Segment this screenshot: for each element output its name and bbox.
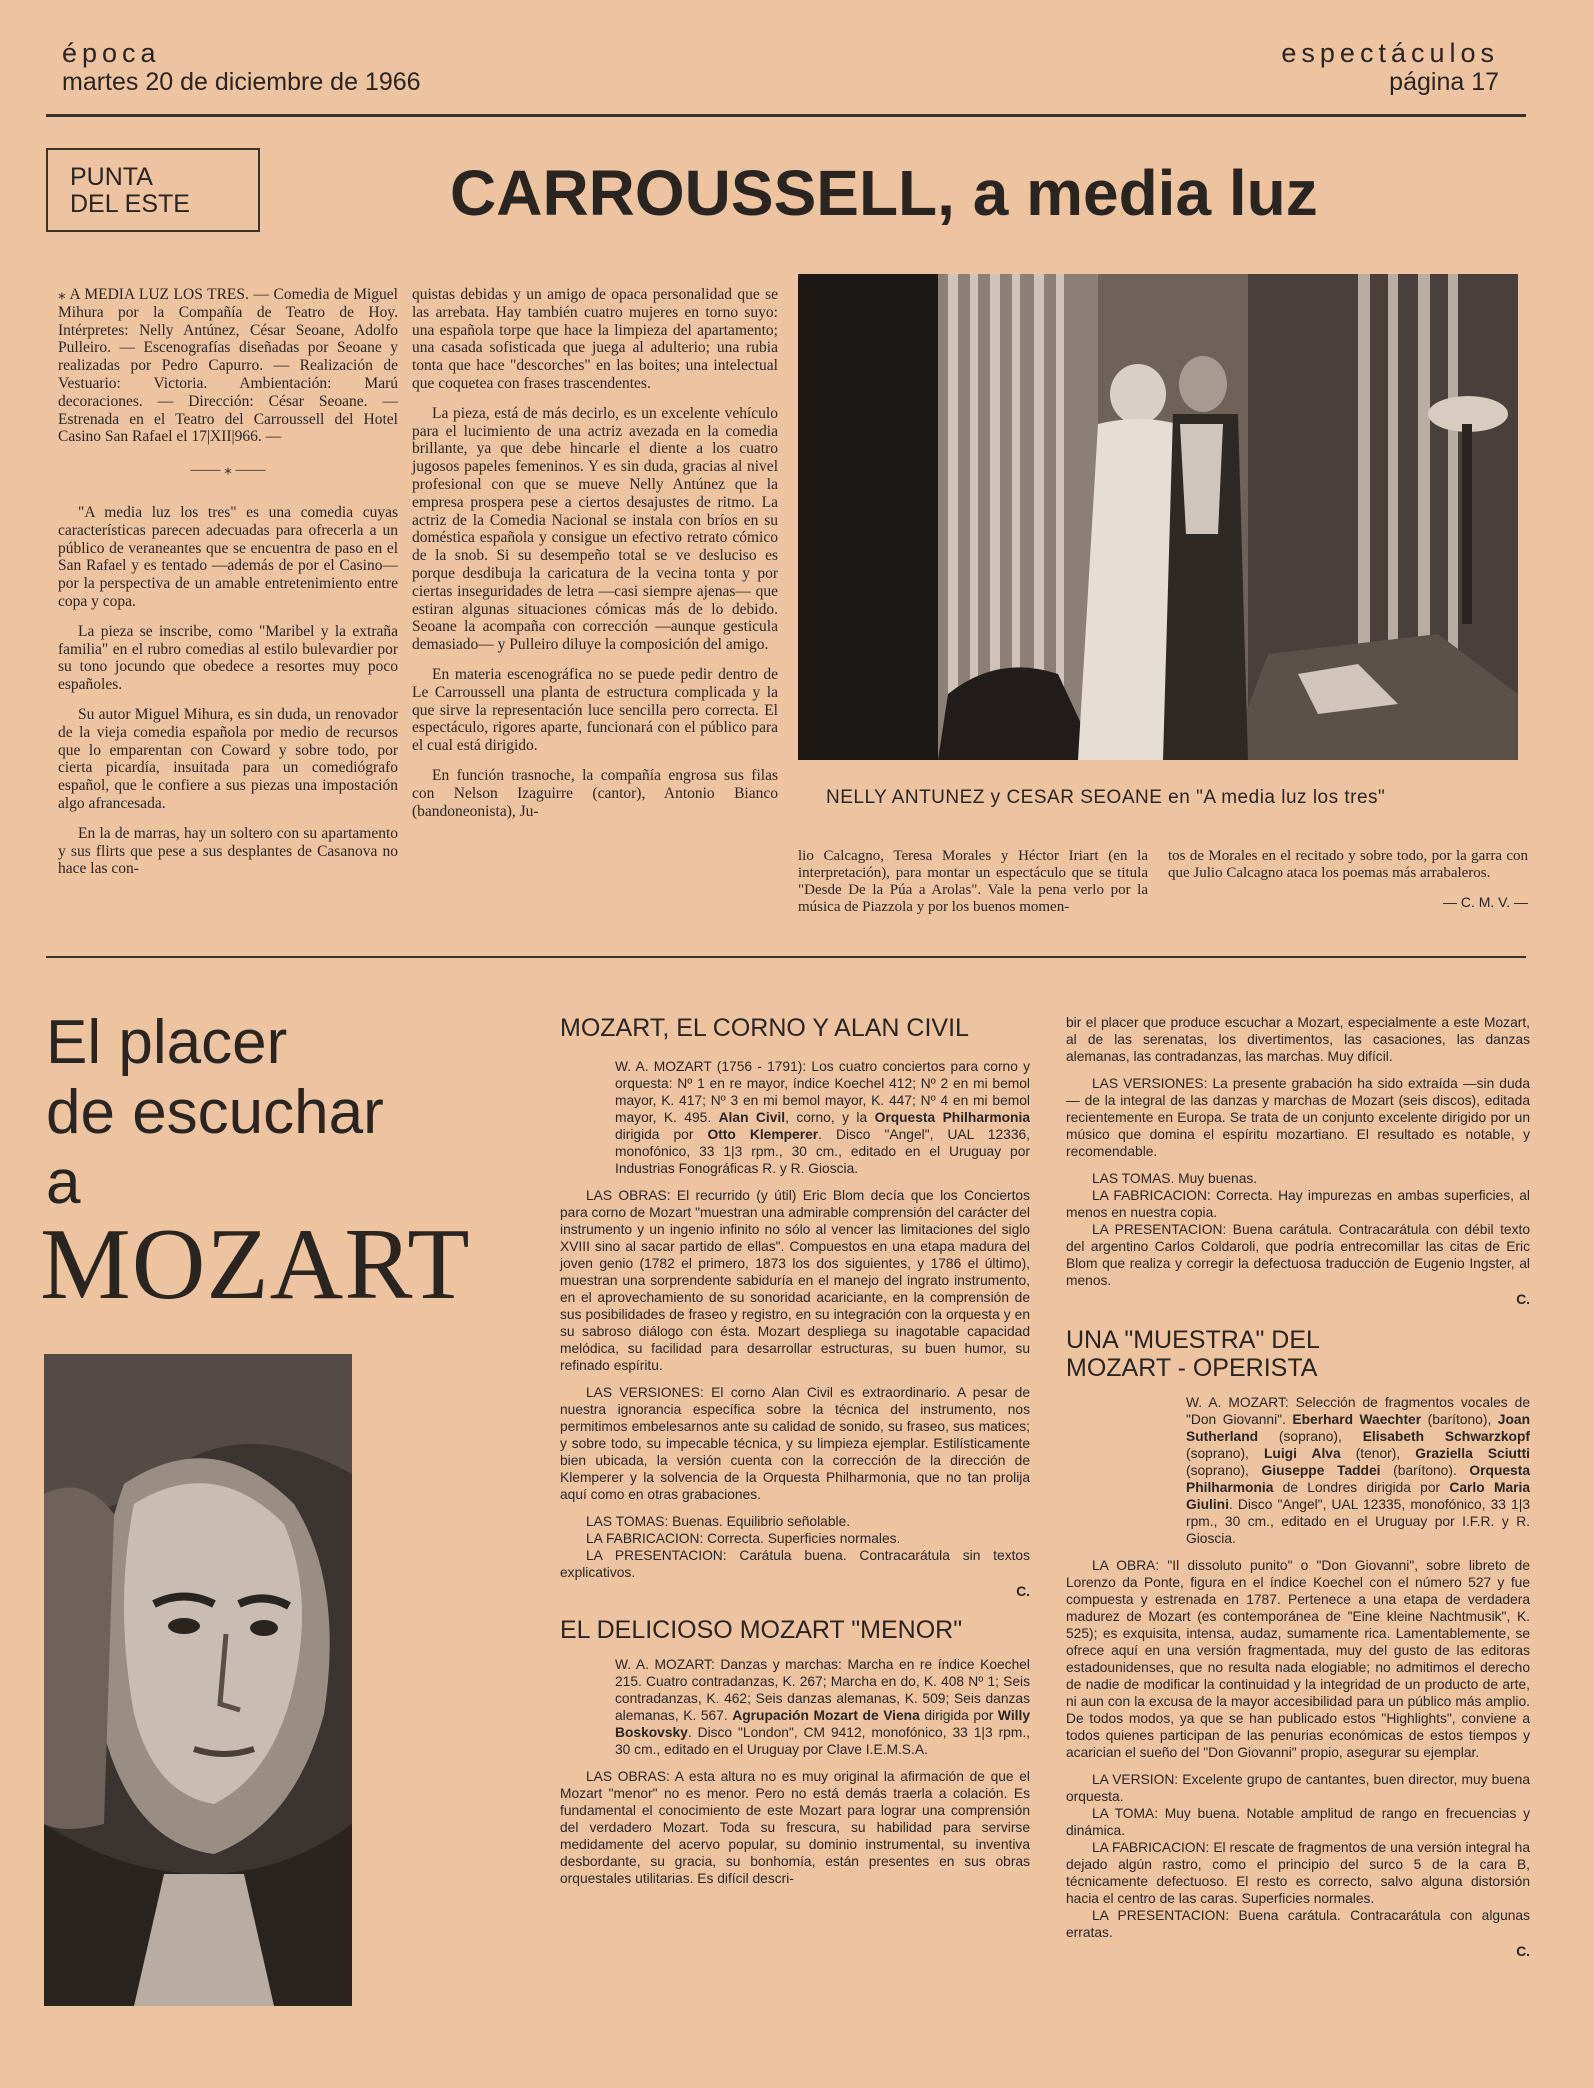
conductor-name: Carlo Maria Giulini xyxy=(1186,1480,1530,1512)
paragraph: En la de marras, hay un soltero con su apartamento y sus flirts que pese a sus desplantes de Casanova no hace las con- xyxy=(58,824,398,878)
review-3-heading-line-2: MOZART - OPERISTA xyxy=(1066,1354,1318,1382)
review-2-body xyxy=(560,1656,1030,1887)
stage-photo xyxy=(798,274,1518,760)
paragraph: La pieza, está de más decirlo, es un excelente vehículo para el lucimiento de una actriz avezada en la comedia brillante, ya que debe hincarle el diente a los cuatro jugosos papeles femeninos. Y es sin duda, gracias al nivel profesional con que se mueve Nelly Antúnez que la empresa prospera pese a ciertos desajustes de ritmo. La actriz de la Comedia Nacional se instala con bríos en su doméstica española y consigue un efectivo retrato cómico de la snob. Si su desempeño total se ve desluciso es porque desdibuja la caricatura de la vecina tonta y por ciertas inseguridades de letra —casi siempre ajenas— que estiran algunas situaciones cómicas más de lo debido. Seoane la acompaña con corrección —aunque gesticula demasiado— y Pulleiro diluye la composición del amigo. xyxy=(412,404,778,654)
performer-name: Alan Civil xyxy=(718,1110,786,1125)
rating-line: LA PRESENTACION: Buena carátula. Contracarátula con algunas erratas. xyxy=(1066,1908,1530,1940)
orchestra-name: Orquesta Philharmonia xyxy=(1186,1463,1530,1495)
paragraph: bir el placer que produce escuchar a Mozart, especialmente a este Mozart, al de las serenatas, los divertimentos, las casaciones, las danzas alemanas, las contradanzas, las marchas. Muy difícil. xyxy=(1066,1015,1530,1064)
conductor-name: Willy Boskovsky xyxy=(615,1708,1030,1740)
record-text: , corno, y la xyxy=(785,1110,875,1125)
rating-line: LA FABRICACION: Correcta. Superficies normales. xyxy=(586,1531,901,1546)
review-column-middle xyxy=(560,1014,1030,1897)
record-text: (soprano), xyxy=(1258,1429,1363,1444)
record-text: (tenor), xyxy=(1340,1446,1416,1461)
record-text: dirigida por xyxy=(615,1127,708,1142)
review-signature: C. xyxy=(1516,1292,1530,1307)
article1-column-4 xyxy=(1168,848,1528,911)
paragraph: LA OBRA: "Il dissoluto punito" o "Don Giovanni", sobre libreto de Lorenzo da Ponte, figura en el índice Koechel con el número 527 y fue compuesta y estrenada en 1787. Pertenece a una etapa de verdadera madurez de Mozart (es contemporánea de "Eine kleine Nachtmusik", K. 525); es exquisita, intensa, audaz, sumamente rica. Lamentablemente, se ofrece aquí en una versión fragmentada, muy del gusto de las editoras estadounidenses, que no resulta nada elogiable; no admitimos el derecho de nadie de modificar la continuidad y la integridad de un producto de arte, ni aun con la excusa de la mayor accesibilidad para un público más amplio. De todos modos, ya que se han publicado estos "Highlights", conviene a todos quienes participan de las penurias económicas de estos tiempos y acarician el sueño del "Don Giovanni" propio, asegurar su ejemplar. xyxy=(1066,1558,1530,1760)
rating-line: LA TOMA: Muy buena. Notable amplitud de rango en frecuencias y dinámica. xyxy=(1066,1806,1530,1838)
conductor-name: Otto Klemperer xyxy=(707,1127,819,1142)
rating-line: LA VERSION: Excelente grupo de cantantes, buen director, muy buena orquesta. xyxy=(1066,1772,1530,1804)
record-text: de Londres dirigida por xyxy=(1273,1480,1450,1495)
singer-name: Giuseppe Taddei xyxy=(1261,1463,1381,1478)
kicker-line-2: DEL ESTE xyxy=(70,190,190,218)
issue-date: martes 20 de diciembre de 1966 xyxy=(62,68,421,96)
rating-line: LAS TOMAS: Buenas. Equilibrio señolable. xyxy=(586,1514,851,1529)
record-text: (soprano), xyxy=(1186,1446,1264,1461)
feature-title xyxy=(46,1008,384,1218)
kicker-line-1: PUNTA xyxy=(70,163,153,191)
review-column-right xyxy=(1066,1014,1530,1960)
page-number: página 17 xyxy=(1389,68,1499,96)
paragraph: LAS VERSIONES: El corno Alan Civil es extraordinario. A pesar de nuestra ignorancia específica sobre la técnica del instrumento, nos permitimos embelesarnos ante su calidad de sonido, su fraseo, sus matices; y sobre todo, su impecable técnica, y su limpieza ejemplar. Estilísticamente bien ubicada, la versión cuenta con la corrección de la dirección de Klemperer y la solvencia de la Orquesta Philharmonia, que no tan prolija aquí como en otras grabaciones. xyxy=(560,1385,1030,1502)
headline: CARROUSSELL, a media luz xyxy=(450,157,1318,229)
article1-column-1 xyxy=(58,286,398,890)
signature: — C. M. V. — xyxy=(1442,894,1528,910)
record-details xyxy=(560,1058,1030,1177)
portrait-image xyxy=(44,1354,352,2006)
kicker-box xyxy=(46,148,260,232)
masthead-left xyxy=(62,38,421,96)
review-1-body xyxy=(560,1058,1030,1600)
rating-line: LA PRESENTACION: Carátula buena. Contracarátula sin textos explicativos. xyxy=(560,1548,1030,1580)
record-text: (soprano), xyxy=(1186,1463,1262,1478)
header-rule xyxy=(46,114,1526,117)
paragraph: "A media luz los tres" es una comedia cuyas características parecen adecuadas para ofrecerla a un público de veraneantes que se encuentra de paso en el San Rafael y es tentado —además de por el Casino— por la perspectiva de un amable entretenimiento entre copa y copa. xyxy=(58,503,398,610)
review-signature: C. xyxy=(1016,1584,1030,1599)
review-3-heading-line-1: UNA "MUESTRA" DEL xyxy=(1066,1326,1320,1354)
paragraph: quistas debidas y un amigo de opaca personalidad que se las arrebata. Hay también cuatro mujeres en torno suyo: una española torpe que hace la limpieza del apartamento; una casada sofisticada que juega al adulterio; una rubia tonta que hace "descorches" en las boites; una intelectual que coquetea con frases trascendentes. xyxy=(412,286,778,392)
review-2-continued xyxy=(1066,1014,1530,1308)
record-text: (barítono). xyxy=(1380,1463,1470,1478)
record-text: (barítono), xyxy=(1421,1412,1498,1427)
singer-name: Eberhard Waechter xyxy=(1292,1412,1422,1427)
singer-name: Joan Sutherland xyxy=(1186,1412,1530,1444)
article1-column-3 xyxy=(798,848,1148,928)
separator-star: —— ⁎ —— xyxy=(190,462,266,479)
credits-paragraph: ⁎ A MEDIA LUZ LOS TRES. — Comedia de Miguel Mihura por la Compañía de Teatro de Hoy. Intérpretes: Nelly Antúnez, César Seoane, Adolfo Pulleiro. — Escenografías diseñadas por Seoane y realizadas por Pedro Capurro. — Realización de Vestuario: Victoria. Ambientación: Marú decoraciones. — Dirección: César Seoane. — Estrenada en el Teatro del Carroussell del Hotel Casino San Rafael el 17|XII|966. — xyxy=(58,286,398,446)
photo-caption: NELLY ANTUNEZ y CESAR SEOANE en "A media luz los tres" xyxy=(826,787,1386,808)
record-text: W. A. MOZART (1756 - 1791): Los cuatro conciertos para corno y orquesta: Nº 1 en re mayor, índice Koechel 412; Nº 2 en mi bemol mayor, K. 417; Nº 3 en mi bemol mayor, K. 447; Nº 4 en mi bemol mayor, K. 495. xyxy=(615,1059,1030,1125)
paragraph: En materia escenográfica no se puede pedir dentro de Le Carroussell una planta de estructura complicada y la que sirve la representación luce sencilla pero correcta. El espectáculo, rigores aparte, funcionará con el público para el cual está dirigido. xyxy=(412,665,778,755)
feature-title-line-1: El placer xyxy=(46,1008,288,1077)
paragraph: tos de Morales en el recitado y sobre todo, por la garra con que Julio Calcagno ataca los poemas más arrabaleros. xyxy=(1168,848,1528,881)
paragraph: lio Calcagno, Teresa Morales y Héctor Iriart (en la interpretación), para montar un espectáculo que se titula "Desde De la Púa a Arolas". Vale la pena verlo por la música de Piazzola y por los buenos momen- xyxy=(798,848,1148,915)
publication-name: época xyxy=(62,38,161,68)
rating-line: LAS TOMAS. Muy buenas. xyxy=(1092,1171,1258,1186)
rating-line: LA PRESENTACION: Buena carátula. Contracarátula con débil texto del argentino Carlos Coldaroli, que podría entrecomillar las citas de Eric Blom que realiza y corregir la defectuosa traducción de Eugenio Ingster, al menos. xyxy=(1066,1222,1530,1288)
record-text: W. A. MOZART: Selección de fragmentos vocales de "Don Giovanni". xyxy=(1186,1395,1530,1427)
record-text: W. A. MOZART: Danzas y marchas: Marcha en re índice Koechel 215. Cuatro contradanzas, K. 267; Marcha en do, K. 408 Nº 1; Seis contradanzas, K. 462; Seis danzas alemanas, K. 509; Seis danzas alemanas, K. 567. xyxy=(615,1657,1030,1723)
rating-line: LA FABRICACION: El rescate de fragmentos de una versión integral ha dejado algún rastro, como el principio del surco 5 de la cara B, técnicamente defectuoso. El resto es correcto, salvo alguna distorsión hacia el centro de las caras. Superficies normales. xyxy=(1066,1840,1530,1906)
paragraph: La pieza se inscribe, como "Maribel y la extraña familia" en el rubro comedias al estilo bulevardier por su tono jocundo que obedece a resortes muy poco españoles. xyxy=(58,622,398,694)
paragraph: Su autor Miguel Mihura, es sin duda, un renovador de la vieja comedia española por medio de recursos que lo emparentan con Coward y sobre todo, por cierta picardía, insuitada para un comediógrafo español, que le confiere a sus piezas una impostación algo afrancesada. xyxy=(58,705,398,812)
ensemble-name: Agrupación Mozart de Viena xyxy=(732,1708,920,1723)
feature-title-mozart: MOZART xyxy=(40,1208,471,1321)
paragraph: LAS OBRAS: El recurrido (y útil) Eric Blom decía que los Conciertos para corno de Mozart "muestran una admirable comprensión del carácter del instrumento y un ingenio infinito no sólo al vencer las limitaciones del siglo XVIII sino al sacar partido de ellas". Compuestos en una etapa madura del joven genio (1782 el primero, 1873 los dos siguientes, y 1786 el último), muestran una sorprendente sabiduría en el manejo del ingrato instrumento, en el aprovechamiento de su sonoridad acariciante, en la comprensión de sus posibilidades de fraseo y registro, en su integración con la orquesta y en su sabroso diálogo con ésta. Mozart despliega su inagotable capacidad melódica, su facilidad para desarrollar estructuras, su buen humor, su refinado espíritu. xyxy=(560,1188,1030,1373)
paragraph: En función trasnoche, la compañía engrosa sus filas con Nelson Izaguirre (cantor), Antonio Bianco (bandoneonista), Ju- xyxy=(412,766,778,820)
record-text: . Disco "Angel", UAL 12336, monofónico, 33 1|3 rpm., 30 cm., editado en el Uruguay por Industrias Fonográficas R. y R. Gioscia. xyxy=(615,1127,1031,1176)
masthead-right xyxy=(1281,38,1499,96)
singer-name: Luigi Alva xyxy=(1263,1446,1341,1461)
paragraph: LAS VERSIONES: La presente grabación ha sido extraída —sin duda— de la integral de las danzas y marchas de Mozart (seis discos), editada recientemente en Europa. Se trata de un conjunto excelente dirigido por un músico que domina el espíritu mozartiano. El resultado es notable, y recomendable. xyxy=(1066,1076,1530,1159)
orchestra-name: Orquesta Philharmonia xyxy=(874,1110,1030,1125)
review-1-heading: MOZART, EL CORNO Y ALAN CIVIL xyxy=(560,1014,969,1042)
article1-column-2 xyxy=(412,286,778,832)
review-signature: C. xyxy=(1516,1944,1530,1959)
review-3-body xyxy=(1066,1394,1530,1960)
record-text: . Disco "Angel", UAL 12335, monofónico, 33 1|3 rpm., 30 cm., editado en el Uruguay por I.F.R. y R. Gioscia. xyxy=(1186,1497,1530,1546)
section-divider xyxy=(46,956,1526,958)
stage-photo-image xyxy=(798,274,1518,760)
review-3-heading xyxy=(1066,1326,1530,1382)
singer-name: Graziella Sciutti xyxy=(1415,1446,1531,1461)
section-name: espectáculos xyxy=(1281,38,1499,68)
paragraph: LAS OBRAS: A esta altura no es muy original la afirmación de que el Mozart "menor" no es menor. Pero no está demás traerla a colación. Es fundamental el conocimiento de este Mozart para lograr una comprensión del verdadero Mozart. Toda su frescura, su habilidad para servirse medidamente del acervo popular, su dominio instrumental, su inventiva desbordante, su gracia, su bonhomía, están presentes en sus obras orquestales utilitarias. Es difícil descri- xyxy=(560,1769,1030,1886)
mozart-portrait xyxy=(44,1354,352,2006)
feature-title-line-3: a xyxy=(46,1148,81,1217)
singer-name: Elisabeth Schwarzkopf xyxy=(1362,1429,1530,1444)
record-details xyxy=(560,1656,1030,1758)
record-text: . Disco "London", CM 9412, monofónico, 33 1|3 rpm., 30 cm., editado en el Uruguay por Clave I.E.M.S.A. xyxy=(615,1725,1030,1757)
record-text: dirigida por xyxy=(919,1708,998,1723)
review-2-heading: EL DELICIOSO MOZART "MENOR" xyxy=(560,1616,963,1644)
rating-line: LA FABRICACION: Correcta. Hay impurezas en ambas superficies, al menos en nuestra copia. xyxy=(1066,1188,1530,1220)
record-details xyxy=(1066,1394,1530,1547)
feature-title-line-2: de escuchar xyxy=(46,1078,384,1147)
